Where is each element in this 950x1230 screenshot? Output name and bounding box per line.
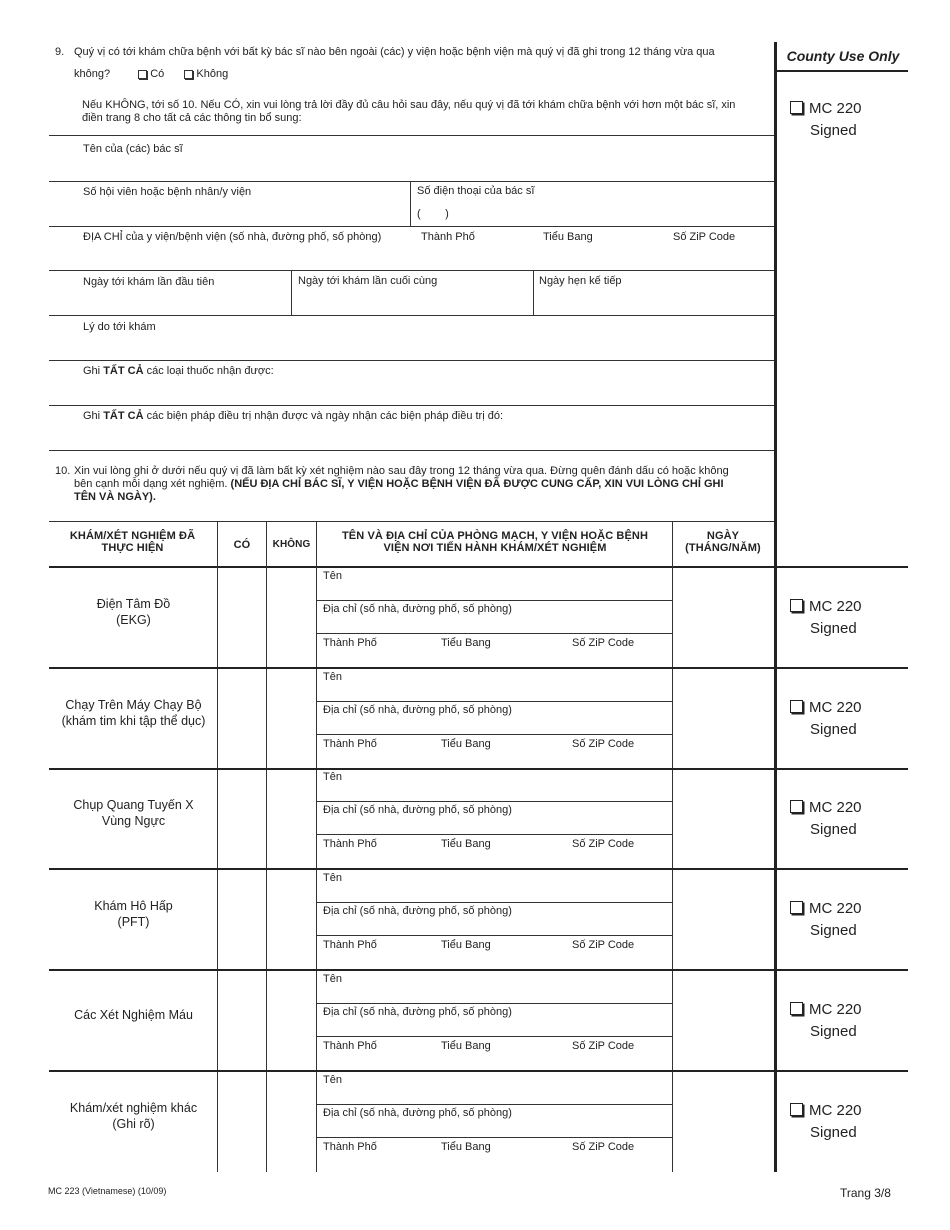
sub-divider	[316, 734, 672, 735]
zip-field[interactable]: Số ZiP Code	[572, 939, 635, 951]
q9-question-line2	[74, 68, 228, 80]
row-divider	[49, 667, 908, 669]
col-header-test: KHÁM/XÉT NGHIỆM ĐÃ THỰC HIỆN	[69, 530, 196, 554]
divider	[49, 360, 774, 361]
row-divider	[49, 969, 908, 971]
address-field[interactable]: Địa chỉ (số nhà, đường phố, số phòng)	[323, 1006, 512, 1018]
checkbox-icon	[790, 700, 803, 713]
test-name	[50, 797, 217, 829]
county-mc220-q9[interactable]	[790, 98, 900, 142]
county-header-rule	[777, 70, 908, 72]
checkbox-icon[interactable]	[138, 70, 147, 79]
signed-label: Signed	[810, 122, 857, 139]
q10-line2-plain: bên cạnh mỗi dạng xét nghiệm.	[74, 478, 231, 490]
divider	[49, 181, 774, 182]
mc-label: MC 220	[809, 1001, 862, 1018]
name-field[interactable]: Tên	[323, 570, 342, 582]
checkbox-icon	[790, 101, 803, 114]
test-name-line1: Khám Hô Hấp	[94, 899, 173, 913]
address-field[interactable]: Địa chỉ (số nhà, đường phố, số phòng)	[323, 905, 512, 917]
county-mc220[interactable]	[790, 898, 900, 942]
yes-cell[interactable]	[218, 869, 266, 968]
test-name	[50, 1007, 217, 1023]
meds-prefix: Ghi	[83, 365, 104, 377]
doctor-phone-field[interactable]: Số điện thoại của bác sĩ	[417, 185, 535, 197]
q9-instruction-line2: điền trang 8 cho tất cả các thông tin bổ sung:	[82, 112, 302, 124]
meds-bold: TẤT CẢ	[103, 365, 144, 377]
q10-line3: TÊN VÀ NGÀY).	[74, 491, 156, 503]
col-header-no: KHÔNG	[272, 539, 311, 550]
no-cell[interactable]	[267, 768, 316, 867]
date-cell[interactable]	[673, 1071, 774, 1171]
no-cell[interactable]	[267, 869, 316, 968]
name-field[interactable]: Tên	[323, 671, 342, 683]
checkbox-icon	[790, 901, 803, 914]
sub-divider	[316, 701, 672, 702]
no-cell[interactable]	[267, 970, 316, 1069]
sub-divider	[316, 633, 672, 634]
sub-divider	[316, 1003, 672, 1004]
name-field[interactable]: Tên	[323, 973, 342, 985]
test-name	[50, 697, 217, 729]
checkbox-icon	[790, 1002, 803, 1015]
state-field[interactable]: Tiểu Bang	[441, 1141, 491, 1153]
q9-question-line2-text: không?	[74, 68, 111, 80]
table-header-rule	[49, 566, 908, 568]
col-header-yes: CÓ	[233, 539, 251, 551]
test-name-line2: Vùng Ngực	[101, 814, 166, 828]
row-divider	[49, 768, 908, 770]
sub-divider	[316, 801, 672, 802]
q10-number: 10.	[55, 465, 71, 477]
county-use-only-title: County Use Only	[786, 48, 900, 64]
test-name	[50, 596, 217, 628]
zip-field[interactable]: Số ZiP Code	[572, 838, 635, 850]
date-cell[interactable]	[673, 668, 774, 767]
county-mc220[interactable]	[790, 596, 900, 640]
divider	[291, 270, 292, 315]
state-field[interactable]: Tiểu Bang	[441, 637, 491, 649]
yes-cell[interactable]	[218, 1071, 266, 1171]
no-cell[interactable]	[267, 668, 316, 767]
treat-bold: TẤT CẢ	[103, 410, 144, 422]
q9-yes-label: Có	[150, 68, 165, 80]
divider	[533, 270, 534, 315]
test-name	[50, 1100, 217, 1132]
yes-cell[interactable]	[218, 668, 266, 767]
checkbox-icon[interactable]	[184, 70, 193, 79]
doctor-phone-parens: ( )	[417, 208, 449, 220]
date-cell[interactable]	[673, 567, 774, 666]
mc-label: MC 220	[809, 699, 862, 716]
treat-suffix: các biện pháp điều trị nhận được và ngày nhận các biện pháp điều trị đó:	[143, 410, 504, 422]
form-id: MC 223 (Vietnamese) (10/09)	[48, 1186, 167, 1196]
city-field[interactable]: Thành Phố	[323, 738, 377, 750]
yes-cell[interactable]	[218, 970, 266, 1069]
page-number: Trang 3/8	[840, 1186, 891, 1200]
meds-suffix: các loại thuốc nhận được:	[143, 365, 274, 377]
zip-field[interactable]: Số ZiP Code	[572, 738, 635, 750]
test-name-line2: (Ghi rõ)	[112, 1117, 155, 1131]
signed-label: Signed	[810, 620, 857, 637]
q9-number: 9.	[55, 46, 65, 58]
signed-label: Signed	[810, 922, 857, 939]
sub-divider	[316, 1036, 672, 1037]
q9-no-label: Không	[196, 68, 229, 80]
address-field[interactable]: Địa chỉ (số nhà, đường phố, số phòng)	[323, 804, 512, 816]
yes-cell[interactable]	[218, 768, 266, 867]
county-column-divider	[774, 42, 777, 1172]
city-field[interactable]: Thành Phố	[323, 637, 377, 649]
divider	[49, 270, 774, 271]
last-visit-field[interactable]: Ngày tới khám lần cuối cùng	[298, 275, 438, 287]
zip-field[interactable]: Số ZiP Code	[572, 637, 635, 649]
name-field[interactable]: Tên	[323, 1074, 342, 1086]
q9-no-option[interactable]	[184, 68, 228, 80]
date-cell[interactable]	[673, 970, 774, 1069]
name-field[interactable]: Tên	[323, 872, 342, 884]
next-appointment-field[interactable]: Ngày hẹn kế tiếp	[539, 275, 622, 287]
state-field[interactable]: Tiểu Bang	[441, 1040, 491, 1052]
sub-divider	[316, 600, 672, 601]
county-mc220[interactable]	[790, 697, 900, 741]
test-name-line2: (PFT)	[117, 915, 150, 929]
city-field[interactable]: Thành Phố	[323, 939, 377, 951]
city-field[interactable]: Thành Phố	[323, 1040, 377, 1052]
date-cell[interactable]	[673, 869, 774, 968]
signed-label: Signed	[810, 821, 857, 838]
col-header-date: NGÀY (THÁNG/NĂM)	[685, 530, 761, 554]
test-name-line1: Khám/xét nghiệm khác	[69, 1101, 198, 1115]
test-name-line1: Điện Tâm Đồ	[96, 597, 171, 611]
signed-label: Signed	[810, 1023, 857, 1040]
checkbox-icon	[790, 1103, 803, 1116]
divider	[49, 405, 774, 406]
test-name-line2: (EKG)	[116, 613, 151, 627]
sub-divider	[316, 902, 672, 903]
test-name-line1: Các Xét Nghiệm Máu	[74, 1008, 193, 1022]
state-field[interactable]: Tiểu Bang	[441, 939, 491, 951]
mc-label: MC 220	[809, 598, 862, 615]
test-name	[50, 898, 217, 930]
test-name-line1: Chụp Quang Tuyến X	[73, 798, 194, 812]
sub-divider	[316, 935, 672, 936]
mc-label: MC 220	[809, 100, 862, 117]
mc-label: MC 220	[809, 900, 862, 917]
state-field[interactable]: Tiểu Bang	[441, 838, 491, 850]
checkbox-icon	[790, 800, 803, 813]
q9-yes-option[interactable]	[138, 68, 164, 80]
date-cell[interactable]	[673, 768, 774, 867]
q9-instruction-line1: Nếu KHÔNG, tới số 10. Nếu CÓ, xin vui lòng trả lời đầy đủ câu hỏi sau đây, nếu quý vị đã tới khám chữa bệnh với hơn một bác sĩ, xin	[82, 99, 736, 111]
no-cell[interactable]	[267, 567, 316, 666]
test-name-line2: (khám tim khi tập thể dục)	[61, 714, 206, 728]
sub-divider	[316, 1137, 672, 1138]
address-field[interactable]: ĐỊA CHỈ của y viện/bệnh viện (số nhà, đường phố, số phòng)	[83, 231, 382, 243]
address-field[interactable]: Địa chỉ (số nhà, đường phố, số phòng)	[323, 603, 512, 615]
member-number-field[interactable]: Số hội viên hoặc bệnh nhân/y viện	[83, 186, 252, 198]
address-field[interactable]: Địa chỉ (số nhà, đường phố, số phòng)	[323, 704, 512, 716]
zip-field[interactable]: Số ZiP Code	[572, 1141, 635, 1153]
row-divider	[49, 1070, 908, 1072]
divider	[410, 181, 411, 226]
table-top-rule	[49, 521, 774, 522]
doctor-names-field[interactable]: Tên của (các) bác sĩ	[83, 143, 183, 155]
test-name-line1: Chạy Trên Máy Chạy Bộ	[65, 698, 202, 712]
county-mc220[interactable]	[790, 1100, 900, 1144]
medications-field[interactable]	[83, 365, 274, 377]
checkbox-icon	[790, 599, 803, 612]
county-mc220[interactable]	[790, 797, 900, 841]
county-mc220[interactable]	[790, 999, 900, 1043]
zip-field[interactable]: Số ZiP Code	[572, 1040, 635, 1052]
no-cell[interactable]	[267, 1071, 316, 1171]
address-field[interactable]: Địa chỉ (số nhà, đường phố, số phòng)	[323, 1107, 512, 1119]
zip-field[interactable]: Số ZiP Code	[673, 231, 736, 243]
divider	[49, 135, 774, 136]
reason-field[interactable]: Lý do tới khám	[83, 321, 156, 333]
city-field[interactable]: Thành Phố	[421, 231, 475, 243]
col-header-name-address: TÊN VÀ ĐỊA CHỈ CỦA PHÒNG MẠCH, Y VIỆN HOẶC BỆNH VIỆN NƠI TIẾN HÀNH KHÁM/XÉT NGHIỆM	[341, 530, 648, 554]
divider	[49, 450, 774, 451]
row-divider	[49, 868, 908, 870]
mc-label: MC 220	[809, 799, 862, 816]
state-field[interactable]: Tiểu Bang	[543, 231, 593, 243]
treatments-field[interactable]	[83, 410, 503, 422]
treat-prefix: Ghi	[83, 410, 104, 422]
divider	[49, 226, 774, 227]
signed-label: Signed	[810, 721, 857, 738]
name-field[interactable]: Tên	[323, 771, 342, 783]
divider	[49, 315, 774, 316]
state-field[interactable]: Tiểu Bang	[441, 738, 491, 750]
mc-label: MC 220	[809, 1102, 862, 1119]
col-divider	[316, 521, 317, 1172]
q10-line2-bold: (NẾU ĐỊA CHỈ BÁC SĨ, Y VIỆN HOẶC BỆNH VIỆN ĐÃ ĐƯỢC CUNG CẤP, XIN VUI LÒNG CHỈ GHI	[230, 478, 724, 490]
signed-label: Signed	[810, 1124, 857, 1141]
q9-question-line1: Quý vị có tới khám chữa bệnh với bất kỳ bác sĩ nào bên ngoài (các) y viện hoặc bệnh viện mà quý vị đã ghi trong 12 tháng vừa qua	[74, 46, 715, 58]
city-field[interactable]: Thành Phố	[323, 1141, 377, 1153]
city-field[interactable]: Thành Phố	[323, 838, 377, 850]
sub-divider	[316, 834, 672, 835]
first-visit-field[interactable]: Ngày tới khám lần đầu tiên	[83, 276, 215, 288]
q10-line1: Xin vui lòng ghi ở dưới nếu quý vị đã làm bất kỳ xét nghiệm nào sau đây trong 12 tháng vừa qua. Đừng quên đánh dấu có hoặc không	[74, 465, 729, 477]
sub-divider	[316, 1104, 672, 1105]
q10-line2	[74, 478, 724, 490]
yes-cell[interactable]	[218, 567, 266, 666]
